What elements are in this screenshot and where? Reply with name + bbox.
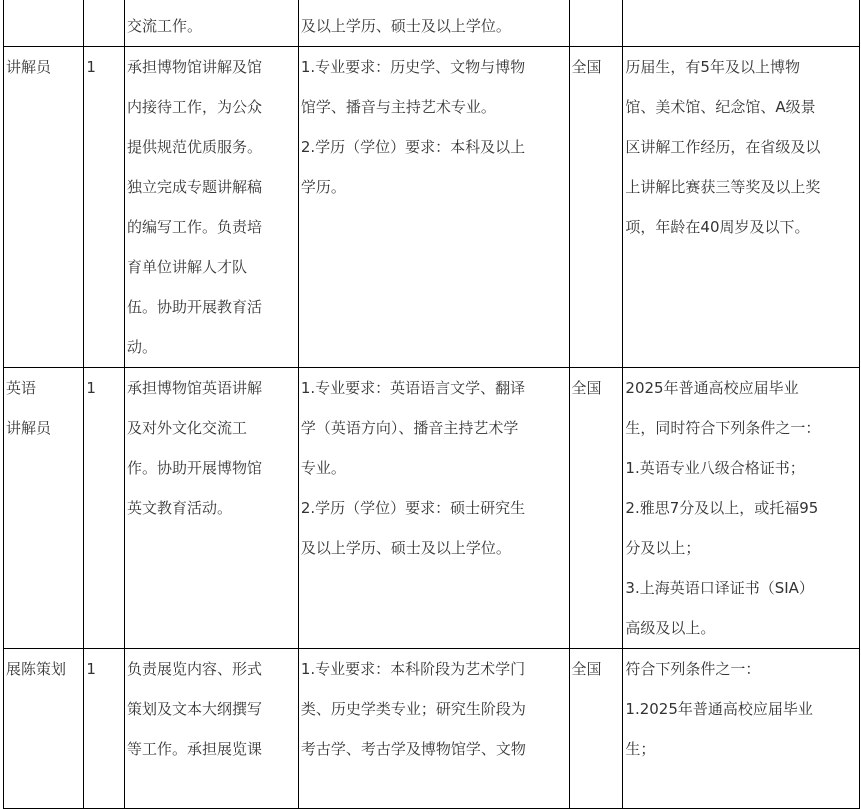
other-conditions-line: 符合下列条件之一： <box>625 660 761 678</box>
other-conditions-cell <box>623 47 860 368</box>
other-conditions-line: 生； <box>625 740 656 758</box>
duties-line: 承担博物馆讲解及馆 <box>127 58 263 76</box>
duties-cell <box>125 368 299 649</box>
duties-cell <box>125 47 299 368</box>
duties-cell <box>125 649 299 809</box>
requirements-line: 1.专业要求：历史学、文物与博物 <box>300 58 526 76</box>
table-row <box>4 649 860 809</box>
other-conditions-cell <box>623 368 860 649</box>
position-cell <box>4 0 84 47</box>
count-text: 1 <box>86 660 96 678</box>
requirements-line: 2.学历（学位）要求：本科及以上 <box>300 138 526 156</box>
scope-cell <box>569 368 623 649</box>
duties-line: 伍。协助开展教育活 <box>127 298 263 316</box>
other-conditions-line: 3.上海英语口译证书（SIA） <box>625 579 814 597</box>
scope-cell <box>569 0 623 47</box>
scope-cell <box>569 649 623 809</box>
duties-line: 英文教育活动。 <box>127 499 233 517</box>
table-row <box>4 368 860 649</box>
requirements-line: 学（英语方向）、播音主持艺术学 <box>300 419 519 437</box>
other-conditions-line: 1.英语专业八级合格证书； <box>625 459 805 477</box>
duties-line: 育单位讲解人才队 <box>127 258 248 276</box>
scope-text: 全国 <box>571 379 602 397</box>
requirements-line: 1.专业要求：本科阶段为艺术学门 <box>300 660 526 678</box>
duties-line: 负责展览内容、形式 <box>127 660 263 678</box>
duties-line: 内接待工作，为公众 <box>127 98 263 116</box>
duties-line: 的编写工作。负责培 <box>127 218 263 236</box>
other-conditions-line: 分及以上； <box>625 539 701 557</box>
duties-line: 及对外文化交流工 <box>127 419 248 437</box>
count-cell <box>84 649 125 809</box>
count-cell <box>84 368 125 649</box>
other-conditions-line: 2025年普通高校应届毕业 <box>625 379 799 397</box>
requirements-cell <box>298 0 569 47</box>
position-cell <box>4 368 84 649</box>
recruitment-table <box>3 0 860 809</box>
duties-line: 作。协助开展博物馆 <box>127 459 263 477</box>
position-cell <box>4 47 84 368</box>
position-line: 英语 <box>6 379 37 397</box>
requirements-line: 1.专业要求：英语语言文学、翻译 <box>300 379 526 397</box>
duties-line: 等工作。承担展览课 <box>127 740 263 758</box>
requirements-line: 及以上学历、硕士及以上学位。 <box>300 539 511 557</box>
requirements-line: 学历。 <box>300 178 346 196</box>
requirements-line: 2.学历（学位）要求：硕士研究生 <box>300 499 526 517</box>
scope-text: 全国 <box>571 58 602 76</box>
requirements-line: 及以上学历、硕士及以上学位。 <box>300 17 511 35</box>
other-conditions-line: 项，年龄在40周岁及以下。 <box>625 218 810 236</box>
other-conditions-line: 历届生，有5年及以上博物 <box>625 58 800 76</box>
count-cell <box>84 47 125 368</box>
other-conditions-line: 生，同时符合下列条件之一： <box>625 419 821 437</box>
position-line: 讲解员 <box>6 58 52 76</box>
other-conditions-line: 上讲解比赛获三等奖及以上奖 <box>625 178 821 196</box>
scope-text: 全国 <box>571 660 602 678</box>
position-line: 讲解员 <box>6 419 52 437</box>
duties-cell <box>125 0 299 47</box>
other-conditions-line: 馆、美术馆、纪念馆、A级景 <box>625 98 816 116</box>
duties-line: 独立完成专题讲解稿 <box>127 178 263 196</box>
duties-line: 策划及文本大纲撰写 <box>127 700 263 718</box>
count-text: 1 <box>86 379 96 397</box>
count-cell <box>84 0 125 47</box>
requirements-cell <box>298 368 569 649</box>
count-text: 1 <box>86 58 96 76</box>
other-conditions-cell <box>623 0 860 47</box>
scope-cell <box>569 47 623 368</box>
requirements-line: 馆学、播音与主持艺术专业。 <box>300 98 496 116</box>
other-conditions-line: 2.雅思7分及以上，或托福95 <box>625 499 819 517</box>
requirements-line: 类、历史学类专业；研究生阶段为 <box>300 700 526 718</box>
table-row <box>4 47 860 368</box>
duties-line: 交流工作。 <box>127 17 203 35</box>
duties-line: 提供规范优质服务。 <box>127 138 263 156</box>
duties-line: 承担博物馆英语讲解 <box>127 379 263 397</box>
position-cell <box>4 649 84 809</box>
duties-line: 动。 <box>127 338 158 356</box>
requirements-cell <box>298 47 569 368</box>
table-body <box>4 0 860 809</box>
requirements-line: 考古学、考古学及博物馆学、文物 <box>300 740 526 758</box>
requirements-cell <box>298 649 569 809</box>
requirements-line: 专业。 <box>300 459 346 477</box>
other-conditions-cell <box>623 649 860 809</box>
other-conditions-line: 高级及以上。 <box>625 619 716 637</box>
position-line: 展陈策划 <box>6 660 67 678</box>
table-row <box>4 0 860 47</box>
other-conditions-line: 1.2025年普通高校应届毕业 <box>625 700 813 718</box>
other-conditions-line: 区讲解工作经历，在省级及以 <box>625 138 821 156</box>
